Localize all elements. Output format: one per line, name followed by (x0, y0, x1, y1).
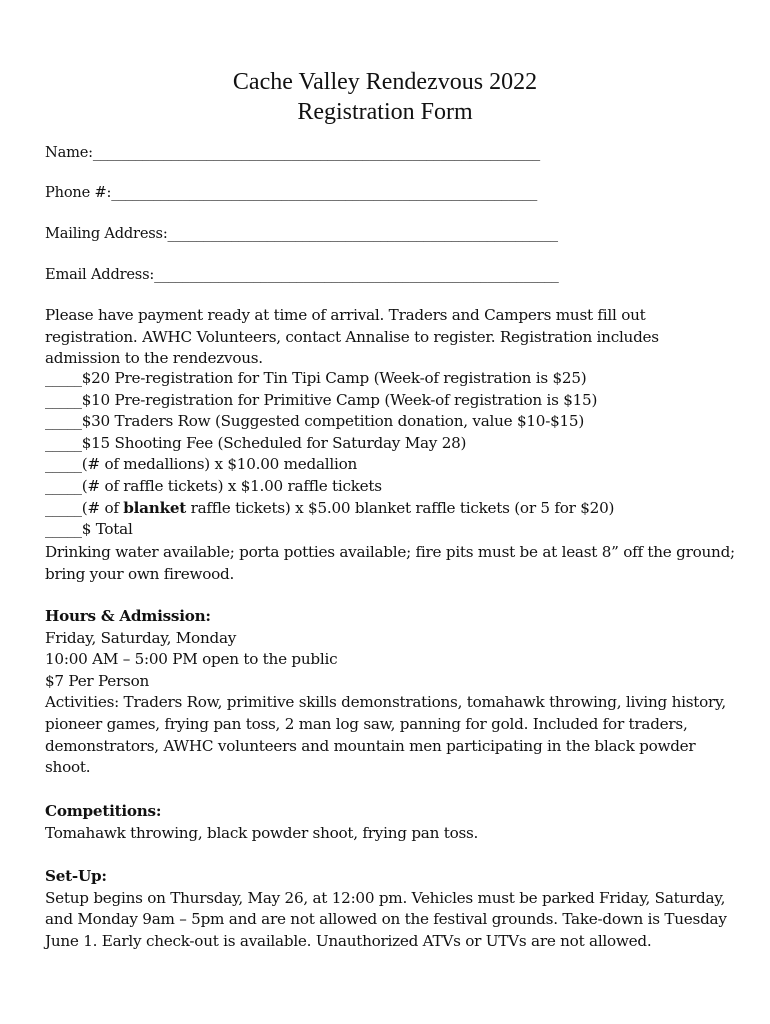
blanket-bold: blanket (123, 498, 187, 517)
fee-tin-tipi-line[interactable]: _____$20 Pre-registration for Tin Tipi Camp (Week-of registration is $25) (45, 369, 587, 387)
fee-medallion-line[interactable]: _____(# of medallions) x $10.00 medallion (45, 455, 358, 474)
blanket-prefix: _____(# of (45, 498, 124, 517)
hours-time: 10:00 AM – 5:00 PM open to the public (45, 650, 338, 669)
name-field[interactable]: Name:_______________________________________________________________ (45, 144, 540, 161)
fee-list (45, 368, 735, 541)
hours-heading: Hours & Admission: (45, 607, 211, 625)
fee-traders-row-line[interactable]: _____$30 Traders Row (Suggested competition donation, value $10-$15) (45, 412, 585, 431)
blanket-suffix: raffle tickets) x $5.00 blanket raffle tickets (or 5 for $20) (186, 498, 615, 517)
amenities-note: Drinking water available; porta potties available; fire pits must be at least 8” off the ground; bring your own firewood. (45, 543, 735, 583)
fee-blanket-raffle-line[interactable] (45, 498, 735, 520)
hours-price: $7 Per Person (45, 671, 150, 690)
setup-text: Setup begins on Thursday, May 26, at 12:00 pm. Vehicles must be parked Friday, Saturday, and Monday 9am – 5pm and are not allowed on the festival grounds. Take-down is Tuesday June 1. Early check-out is available. Unauthorized ATVs or UTVs are not allowed. (45, 888, 727, 950)
form-subtitle: Registration Form (297, 99, 473, 125)
form-title: Cache Valley Rendezvous 2022 (232, 69, 538, 95)
email-address-field[interactable]: Email Address:_________________________________________________________ (45, 266, 559, 283)
intro-paragraph: Please have payment ready at time of arrival. Traders and Campers must fill out registration. AWHC Volunteers, contact Annalise to register. Registration includes admission to the rendezvous. (45, 306, 659, 368)
mailing-address-field[interactable]: Mailing Address:_______________________________________________________ (45, 225, 558, 242)
fee-total-line[interactable]: _____$ Total (45, 520, 133, 539)
hours-activities: Activities: Traders Row, primitive skills demonstrations, tomahawk throwing, living history, pioneer games, frying pan toss, 2 man log saw, panning for gold. Included for traders, demonstrators, AWHC volunteers and mountain men participating in the black powder shoot. (45, 693, 726, 777)
competitions-heading: Competitions: (45, 802, 162, 820)
phone-field[interactable]: Phone #:____________________________________________________________ (45, 184, 538, 201)
hours-days: Friday, Saturday, Monday (45, 628, 237, 647)
hours-section (45, 606, 735, 779)
setup-section (45, 866, 735, 952)
fee-shooting-line[interactable]: _____$15 Shooting Fee (Scheduled for Saturday May 28) (45, 433, 467, 452)
fee-raffle-line[interactable]: _____(# of raffle tickets) x $1.00 raffle tickets (45, 476, 382, 495)
competitions-text: Tomahawk throwing, black powder shoot, frying pan toss. (45, 823, 479, 842)
fee-primitive-camp-line[interactable]: _____$10 Pre-registration for Primitive Camp (Week-of registration is $15) (45, 390, 598, 409)
competitions-section (45, 801, 735, 844)
setup-heading: Set-Up: (45, 867, 107, 885)
